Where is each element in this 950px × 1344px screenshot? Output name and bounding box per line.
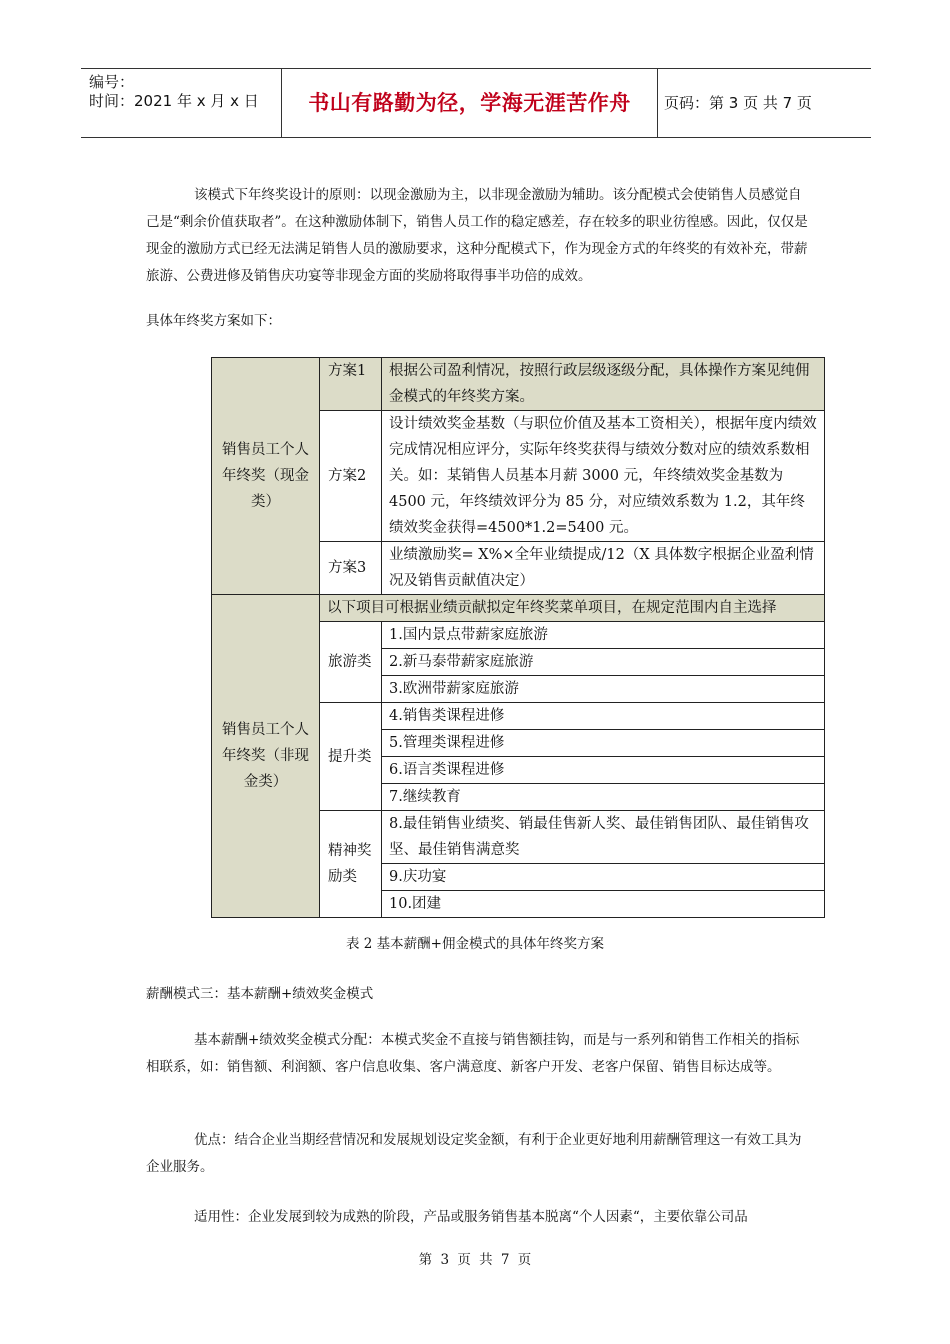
header-motto: 书山有路勤为径，学海无涯苦作舟 [282, 69, 658, 137]
list-item: 10.团建 [382, 891, 825, 918]
plan3-label: 方案3 [320, 542, 382, 595]
header-page-info: 页码：第 3 页 共 7 页 [664, 94, 812, 112]
document-time: 时间：2021 年 x 月 x 日 [89, 92, 259, 110]
promote-label: 提升类 [320, 703, 382, 811]
plan2-text: 设计绩效奖金基数（与职位价值及基本工资相关），根据年度内绩效完成情况相应评分，实际年终奖获得与绩效分数对应的绩效系数相关。如：某销售人员基本月薪 3000 元，年终绩效奖金基数为 4500 元，年终绩效评分为 85 分，对应绩效系数为 1.2，其年终绩效奖金获得=4500*1.2=5400 元。 [382, 411, 825, 542]
list-item: 3.欧洲带薪家庭旅游 [382, 676, 825, 703]
page-footer: 第 3 页 共 7 页 [418, 1252, 532, 1268]
plan3-text: 业绩激励奖= X%×全年业绩提成/12（X 具体数字根据企业盈利情况及销售贡献值决定） [382, 542, 825, 595]
list-item: 7.继续教育 [382, 784, 825, 811]
travel-label: 旅游类 [320, 622, 382, 703]
table-row [212, 358, 825, 411]
paragraph-plan-intro: 具体年终奖方案如下： [146, 313, 281, 329]
list-item: 4.销售类课程进修 [382, 703, 825, 730]
page-header [81, 68, 871, 138]
document-number: 编号： [89, 73, 135, 91]
paragraph-principle: 该模式下年终奖设计的原则：以现金激励为主，以非现金激励为辅助。该分配模式会使销售人员感觉自己是“剩余价值获取者”。在这种激励体制下，销售人员工作的稳定感差，存在较多的职业彷徨感。因此，仅仅是现金的激励方式已经无法满足销售人员的激励要求，这种分配模式下，作为现金方式的年终奖的有效补充，带薪旅游、公费进修及销售庆功宴等非现金方面的奖励将取得事半功倍的成效。 [146, 187, 808, 284]
table-caption: 表 2 基本薪酬+佣金模式的具体年终奖方案 [346, 936, 604, 952]
plan2-label: 方案2 [320, 411, 382, 542]
list-item: 8.最佳销售业绩奖、销最佳售新人奖、最佳销售团队、最佳销售攻坚、最佳销售满意奖 [382, 811, 825, 864]
list-item: 9.庆功宴 [382, 864, 825, 891]
list-item: 6.语言类课程进修 [382, 757, 825, 784]
list-item: 5.管理类课程进修 [382, 730, 825, 757]
paragraph-advantage: 优点：结合企业当期经营情况和发展规划设定奖金额，有利于企业更好地利用薪酬管理这一有效工具为企业服务。 [146, 1132, 802, 1175]
paragraph-mode-three-desc: 基本薪酬+绩效奖金模式分配：本模式奖金不直接与销售额挂钩，而是与一系列和销售工作相关的指标相联系，如：销售额、利润额、客户信息收集、客户满意度、新客户开发、老客户保留、销售目标达成等。 [146, 1032, 800, 1075]
noncash-intro: 以下项目可根据业绩贡献拟定年终奖菜单项目，在规定范围内自主选择 [320, 595, 825, 622]
plan1-text: 根据公司盈利情况，按照行政层级逐级分配，具体操作方案见纯佣金模式的年终奖方案。 [382, 358, 825, 411]
cash-category-cell: 销售员工个人年终奖（现金类） [212, 358, 320, 595]
list-item: 2.新马泰带薪家庭旅游 [382, 649, 825, 676]
noncash-category-cell: 销售员工个人年终奖（非现金类） [212, 595, 320, 918]
table-row [212, 595, 825, 622]
header-meta [81, 69, 282, 137]
year-end-bonus-table [211, 357, 825, 918]
paragraph-applicability: 适用性：企业发展到较为成熟的阶段，产品或服务销售基本脱离“个人因素“，主要依靠公司品 [194, 1209, 748, 1225]
paragraph-mode-three-title: 薪酬模式三：基本薪酬+绩效奖金模式 [146, 986, 374, 1002]
list-item: 1.国内景点带薪家庭旅游 [382, 622, 825, 649]
plan1-label: 方案1 [320, 358, 382, 411]
spirit-label: 精神奖励类 [320, 811, 382, 918]
